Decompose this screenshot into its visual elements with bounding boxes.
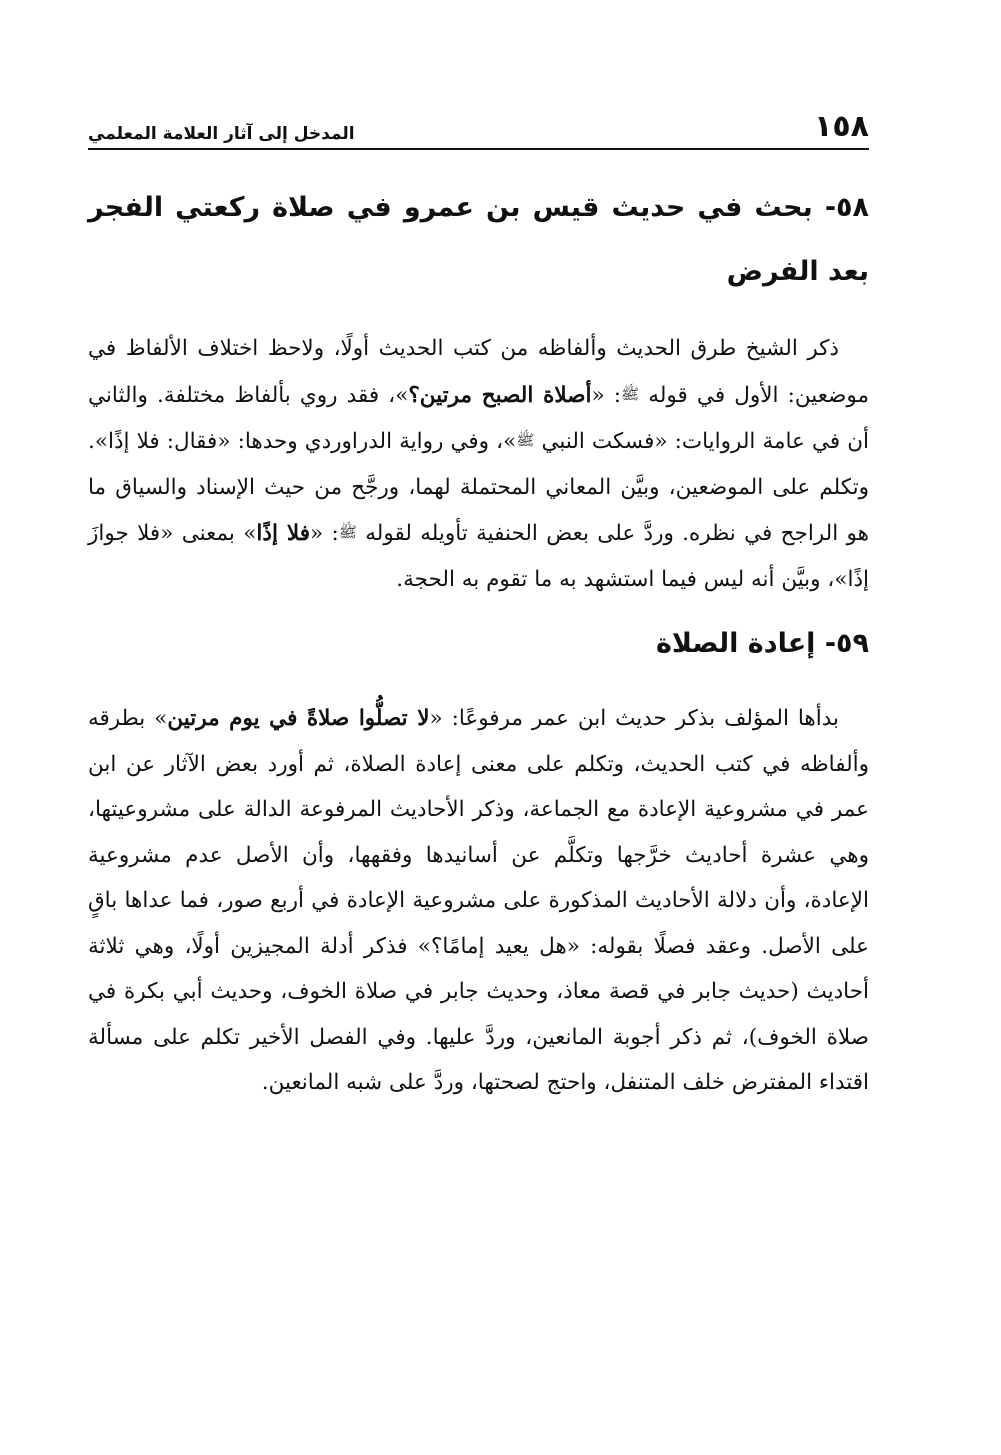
s58-quote-2: فلا إذًا	[256, 521, 311, 546]
s58-text-4: »، وفي رواية الدراوردي وحدها: «فقال: فلا إذًا». وتكلم على الموضعين، وبيَّن المعاني المحتملة لهما، ورجَّح من حيث الإسناد والسياق ما هو الراجح في نظره. وردَّ على بعض الحنفية تأويله لقوله	[88, 429, 869, 546]
page-number: ١٥٨	[814, 109, 869, 144]
s58-text-5: : «	[310, 521, 339, 546]
s59-quote-1: لا تصلُّوا صلاةً في يوم مرتين	[167, 706, 430, 731]
s58-quote-1: أصلاة الصبح مرتين؟	[408, 382, 592, 408]
running-title: المدخل إلى آثار العلامة المعلمي	[88, 124, 355, 144]
s59-text-2: » بطرقه وألفاظه في كتب الحديث، وتكلم على معنى إعادة الصلاة، ثم أورد بعض الآثار عن ابن عمر في مشروعية الإعادة مع الجماعة، وذكر الأحاديث المرفوعة الدالة على مشروعيتها، وهي عشرة أحاديث خرَّجها وتكلَّم عن أسانيدها وفقهها، وأن الأصل عدم مشروعية الإعادة، وأن دلالة الأحاديث المذكورة على مشروعية الإعادة في أربع صور، فما عداها باقٍ على الأصل. وعقد فصلًا بقوله: «هل يعيد إمامًا؟» فذكر أدلة المجيزين أولًا، وهي ثلاثة أحاديث (حديث جابر في قصة معاذ، وحديث جابر في صلاة الخوف، وحديث أبي بكرة في صلاة الخوف)، ثم ذكر أجوبة المانعين، وردَّ عليها. وفي الفصل الأخير تكلم على مسألة اقتداء المفترض خلف المتنفل، واحتج لصحتها، وردَّ على شبه المانعين.	[88, 706, 869, 1095]
s58-text-1: ذكر الشيخ طرق الحديث وألفاظه من كتب الحديث أولًا، ولاحظ اختلاف الألفاظ في موضعين: الأول في قوله	[88, 336, 869, 408]
section-58-title: بحث في حديث قيس بن عمرو في صلاة ركعتي الفجر بعد الفرض	[88, 192, 869, 287]
s58-text-6: » بمعنى «فلا جوازَ إذًا»، وبيَّن أنه ليس فيما استشهد به ما تقوم به الحجة.	[88, 521, 869, 592]
section-58-paragraph	[88, 326, 869, 602]
book-page	[88, 100, 869, 1106]
section-59-heading	[88, 612, 869, 676]
s58-text-3: »، فقد روي بألفاظ مختلفة. والثاني أن في عامة الروايات: «فسكت النبي	[88, 382, 869, 454]
page-header	[88, 100, 869, 150]
honorific-glyph-1: ﷺ	[621, 384, 640, 403]
section-59-title: إعادة الصلاة	[655, 628, 816, 659]
honorific-glyph-2: ﷺ	[516, 431, 535, 449]
honorific-glyph-3: ﷺ	[338, 523, 357, 541]
section-59-paragraph	[88, 696, 869, 1106]
s59-text-1: بدأها المؤلف بذكر حديث ابن عمر مرفوعًا: «	[429, 706, 839, 731]
section-59-number: ٥٩-	[824, 628, 869, 659]
section-58-heading	[88, 176, 869, 304]
s58-text-2: : «	[591, 382, 622, 408]
section-58-number: ٥٨-	[824, 192, 870, 223]
